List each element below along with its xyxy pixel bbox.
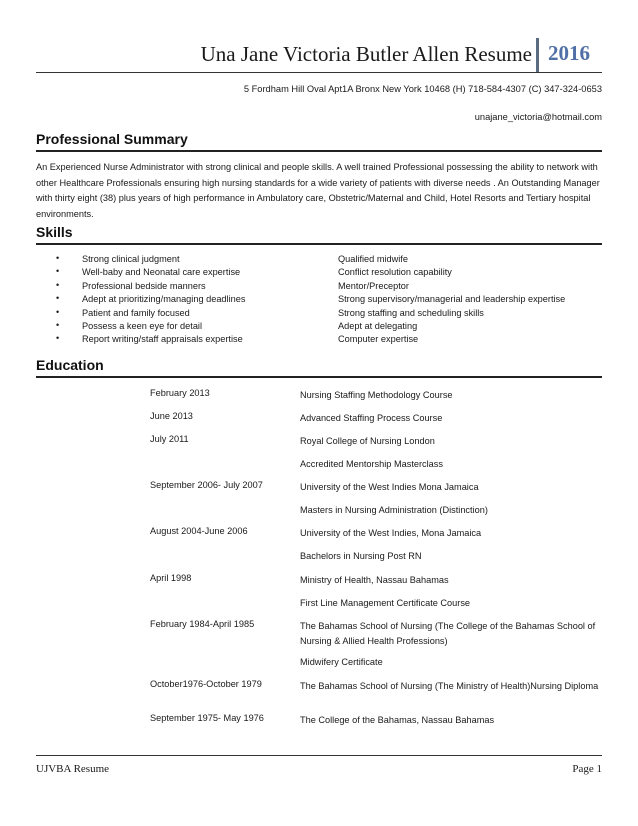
header-rule [36, 72, 602, 73]
education-date: October1976-October 1979 [150, 679, 262, 689]
education-detail: The College of the Bahamas, Nassau Bahamas [300, 715, 495, 725]
skill-text: Report writing/staff appraisals expertise [82, 334, 243, 345]
bullet-icon: • [56, 333, 60, 344]
skill-item-right: Mentor/Preceptor [338, 280, 409, 291]
skills-heading: Skills [36, 224, 73, 240]
education-detail: Midwifery Certificate [300, 657, 383, 667]
resume-year: 2016 [548, 41, 590, 65]
education-rule [36, 376, 602, 378]
education-detail: The Bahamas School of Nursing (The Ministry of Health)Nursing Diploma [300, 681, 599, 691]
bullet-icon: • [56, 306, 60, 317]
education-detail: First Line Management Certificate Course [300, 598, 471, 608]
education-detail: Masters in Nursing Administration (Distinction) [300, 505, 488, 515]
resume-title: Una Jane Victoria Butler Allen Resume [200, 42, 532, 66]
skill-item-right: Strong supervisory/managerial and leadership expertise [338, 294, 566, 305]
page-number: Page 1 [572, 763, 602, 775]
skills-list [36, 254, 602, 354]
bullet-icon: • [56, 279, 60, 290]
skill-text: Well-baby and Neonatal care expertise [82, 267, 241, 278]
page-header [36, 36, 602, 72]
summary-rule [36, 150, 602, 152]
education-date: February 1984-April 1985 [150, 619, 255, 629]
contact-address: 5 Fordham Hill Oval Apt1A Bronx New York 10468 (H) 718-584-4307 (C) 347-324-0653 [243, 84, 602, 94]
summary-heading: Professional Summary [36, 131, 188, 147]
education-heading: Education [36, 357, 104, 373]
skills-rule [36, 243, 602, 245]
education-date: February 2013 [150, 388, 210, 398]
education-date: July 2011 [150, 434, 189, 444]
bullet-icon: • [56, 253, 60, 263]
education-detail: Accredited Mentorship Masterclass [300, 459, 443, 469]
education-date: September 1975- May 1976 [150, 713, 264, 723]
skill-text: Patient and family focused [82, 307, 190, 318]
education-detail: University of the West Indies, Mona Jamaica [300, 528, 482, 538]
education-date: June 2013 [150, 411, 193, 421]
skill-item-right: Computer expertise [338, 334, 419, 345]
education-date: April 1998 [150, 573, 192, 583]
footer-label: UJVBA Resume [36, 763, 110, 775]
education-date: August 2004-June 2006 [150, 526, 248, 536]
education-detail: University of the West Indies Mona Jamaica [300, 482, 479, 492]
contact-email: unajane_victoria@hotmail.com [474, 112, 602, 122]
skill-text: Adept at prioritizing/managing deadlines [82, 294, 246, 305]
skill-item-right: Adept at delegating [338, 321, 418, 331]
skill-text: Professional bedside manners [82, 280, 206, 291]
education-detail: Bachelors in Nursing Post RN [300, 551, 422, 561]
education-detail: The Bahamas School of Nursing (The College of the Bahamas School of Nursing & Allied Health Professions) [300, 621, 596, 646]
header-separator [536, 38, 539, 72]
bullet-icon: • [56, 293, 60, 304]
bullet-icon: • [56, 320, 60, 330]
skill-item-right: Strong staffing and scheduling skills [338, 307, 484, 318]
summary-text: An Experienced Nurse Administrator with strong clinical and people skills. A well trained Professional possessing the ability to network with other Healthcare Professionals ensuring high nursing standards for a wide variety of patients with diverse needs . An Outstanding Manager with thirty eight (38) plus years of high performance in Ambulatory care, Obstetric/Maternal and Child, Hotel Resorts and Tertiary hospital environments. [36, 162, 600, 219]
skill-text: Strong clinical judgment [82, 254, 180, 264]
education-detail: Ministry of Health, Nassau Bahamas [300, 575, 449, 585]
education-detail: Royal College of Nursing London [300, 436, 435, 446]
skill-item-right: Conflict resolution capability [338, 267, 452, 278]
education-date: September 2006- July 2007 [150, 480, 263, 490]
education-detail: Advanced Staffing Process Course [300, 413, 443, 423]
footer-rule [36, 755, 602, 756]
skill-text: Possess a keen eye for detail [82, 321, 203, 331]
skill-item-right: Qualified midwife [338, 254, 408, 264]
education-detail: Nursing Staffing Methodology Course [300, 390, 453, 400]
bullet-icon: • [56, 266, 60, 277]
